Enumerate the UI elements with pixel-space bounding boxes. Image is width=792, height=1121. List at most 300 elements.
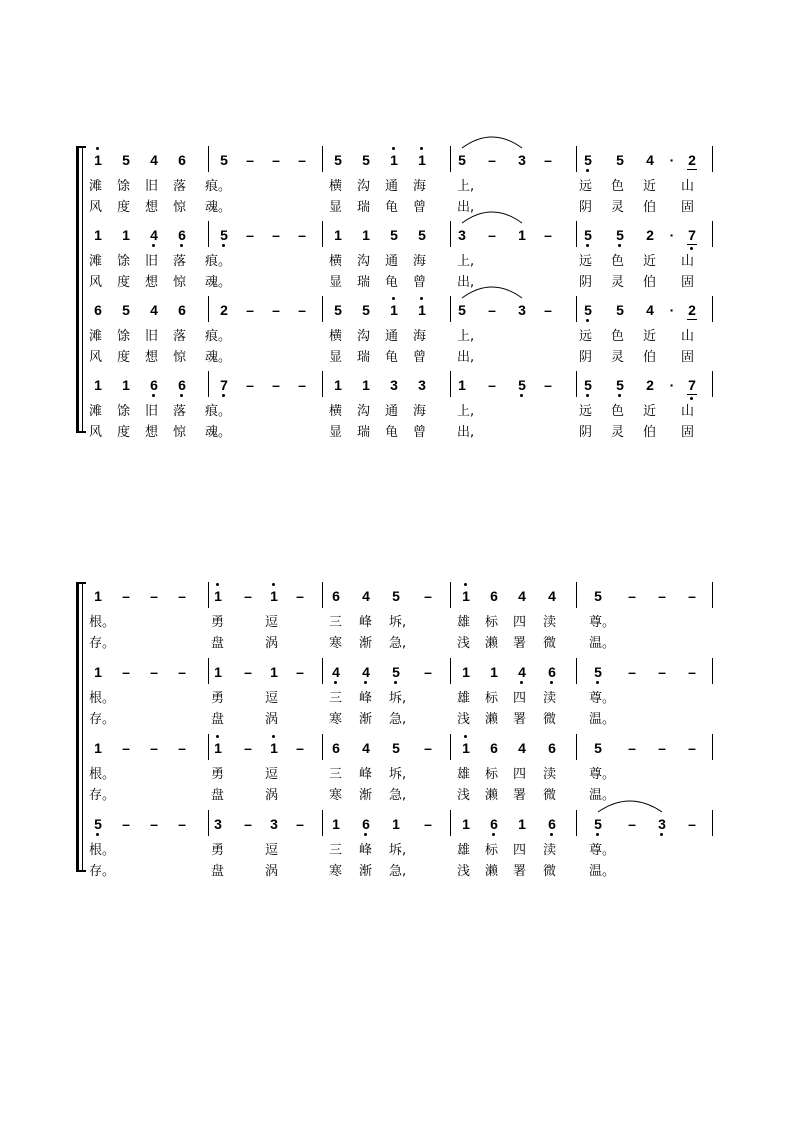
jianpu-note	[118, 227, 134, 243]
note-digit: 1	[362, 227, 370, 243]
jianpu-note	[90, 152, 106, 168]
note-digit: 1	[94, 664, 102, 680]
note-digit: 5	[584, 377, 592, 393]
lyric-syllable: 近	[643, 254, 657, 269]
note-digit: –	[150, 816, 158, 832]
lyric-syllable: 曾	[413, 425, 427, 440]
lyric-syllable: 横	[329, 404, 343, 419]
lyric-syllable: 阴	[579, 350, 593, 365]
note-digit: –	[488, 227, 496, 243]
lyric-syllable: 逗	[265, 691, 279, 706]
lyric-syllable: 逗	[265, 843, 279, 858]
octave-dot-below	[222, 394, 225, 397]
note-digit: –	[298, 302, 306, 318]
jianpu-note	[242, 377, 258, 393]
system-bracket	[76, 584, 79, 870]
jianpu-note	[174, 816, 190, 832]
lyric-syllable: 出,	[457, 350, 475, 365]
jianpu-note	[580, 227, 596, 243]
jianpu-note	[358, 740, 374, 756]
note-digit: 5	[594, 816, 602, 832]
jianpu-note	[268, 152, 284, 168]
note-digit: 1	[94, 740, 102, 756]
note-digit: 6	[490, 816, 498, 832]
lyric-syllable: 想	[145, 275, 159, 290]
lyric-syllable: 出,	[457, 275, 475, 290]
barline	[208, 658, 209, 684]
lyric-syllable: 逗	[265, 615, 279, 630]
jianpu-note	[544, 664, 560, 680]
jianpu-note	[590, 740, 606, 756]
lyric-syllable: 标	[485, 615, 499, 630]
note-digit: ·	[669, 377, 675, 393]
note-digit: 5	[616, 227, 624, 243]
lyric-syllable: 龟	[385, 350, 399, 365]
jianpu-note	[240, 816, 256, 832]
barline	[712, 146, 713, 172]
barline	[450, 810, 451, 836]
jianpu-note	[580, 302, 596, 318]
lyric-syllable: 上,	[457, 254, 475, 269]
lyric-syllable: 滩	[89, 329, 103, 344]
note-digit: 5	[392, 740, 400, 756]
note-digit: 5	[458, 302, 466, 318]
note-digit: –	[424, 740, 432, 756]
jianpu-note	[266, 740, 282, 756]
octave-dot-below	[520, 681, 523, 684]
jianpu-note	[268, 302, 284, 318]
lyric-syllable: 标	[485, 843, 499, 858]
note-digit: 4	[150, 152, 158, 168]
lyric-syllable: 渎	[543, 843, 557, 858]
jianpu-note	[388, 740, 404, 756]
jianpu-note	[590, 588, 606, 604]
lyric-syllable: 勇	[211, 843, 225, 858]
note-digit: 5	[362, 152, 370, 168]
lyric-syllable: 旧	[145, 179, 159, 194]
lyric-syllable: 海	[413, 179, 427, 194]
lyric-syllable: 署	[513, 788, 527, 803]
note-digit: 1	[214, 740, 222, 756]
note-digit: –	[244, 816, 252, 832]
jianpu-note	[146, 664, 162, 680]
lyric-syllable: 色	[611, 254, 625, 269]
lyric-syllable: 坼,	[389, 843, 407, 858]
note-digit: –	[178, 816, 186, 832]
note-digit: 5	[584, 227, 592, 243]
lyric-syllable: 根。	[89, 691, 116, 706]
lyric-syllable: 渐	[359, 636, 373, 651]
note-digit: –	[122, 740, 130, 756]
jianpu-note	[624, 816, 640, 832]
note-digit: –	[688, 664, 696, 680]
lyric-syllable: 渐	[359, 864, 373, 879]
jianpu-note	[642, 302, 658, 318]
lyric-syllable: 四	[513, 691, 527, 706]
lyric-syllable: 固	[681, 200, 695, 215]
barline	[450, 146, 451, 172]
lyric-syllable: 阴	[579, 425, 593, 440]
note-digit: –	[628, 816, 636, 832]
jianpu-note	[146, 152, 162, 168]
note-digit: –	[544, 302, 552, 318]
note-digit: 4	[150, 227, 158, 243]
note-digit: –	[178, 740, 186, 756]
jianpu-note	[292, 740, 308, 756]
octave-dot-above	[464, 583, 467, 586]
lyric-syllable: 濑	[485, 712, 499, 727]
note-digit: 1	[94, 152, 102, 168]
jianpu-note	[118, 302, 134, 318]
jianpu-note	[420, 588, 436, 604]
jianpu-note	[454, 377, 470, 393]
lyric-syllable: 四	[513, 615, 527, 630]
jianpu-note	[514, 664, 530, 680]
lyric-syllable: 上,	[457, 329, 475, 344]
octave-dot-below	[394, 681, 397, 684]
note-digit: 1	[214, 588, 222, 604]
jianpu-note	[240, 664, 256, 680]
note-digit: 1	[518, 816, 526, 832]
lyric-syllable: 雄	[457, 767, 471, 782]
lyric-syllable: 想	[145, 200, 159, 215]
lyric-syllable: 山	[681, 179, 695, 194]
jianpu-note	[642, 227, 658, 243]
lyric-syllable: 落	[173, 404, 187, 419]
lyric-syllable: 度	[117, 425, 131, 440]
note-digit: ·	[669, 227, 675, 243]
note-digit: 3	[658, 816, 666, 832]
jianpu-note	[294, 227, 310, 243]
lyric-syllable: 寒	[329, 788, 343, 803]
note-digit: 1	[332, 816, 340, 832]
barline	[208, 734, 209, 760]
lyric-syllable: 色	[611, 404, 625, 419]
barline	[576, 734, 577, 760]
lyric-syllable: 署	[513, 712, 527, 727]
note-digit: 5	[122, 302, 130, 318]
note-digit: 5	[594, 664, 602, 680]
jianpu-note	[612, 377, 628, 393]
lyric-syllable: 三	[329, 767, 343, 782]
lyric-syllable: 坼,	[389, 767, 407, 782]
note-digit: –	[298, 227, 306, 243]
jianpu-note	[684, 152, 700, 168]
note-digit: 5	[390, 227, 398, 243]
jianpu-note	[624, 740, 640, 756]
lyric-syllable: 显	[329, 425, 343, 440]
eighth-underline	[687, 169, 697, 170]
jianpu-note	[328, 664, 344, 680]
lyric-syllable: 浅	[457, 788, 471, 803]
lyric-syllable: 曾	[413, 350, 427, 365]
jianpu-note	[242, 152, 258, 168]
lyric-syllable: 风	[89, 200, 103, 215]
lyric-syllable: 近	[643, 329, 657, 344]
jianpu-note	[266, 588, 282, 604]
octave-dot-below	[520, 394, 523, 397]
jianpu-note	[358, 588, 374, 604]
jianpu-note	[386, 377, 402, 393]
note-digit: 6	[548, 816, 556, 832]
lyric-syllable: 痕。	[205, 329, 232, 344]
lyric-syllable: 濑	[485, 788, 499, 803]
lyric-syllable: 寒	[329, 864, 343, 879]
note-digit: 5	[594, 740, 602, 756]
lyric-syllable: 尊。	[589, 615, 616, 630]
jianpu-note	[684, 740, 700, 756]
octave-dot-above	[392, 297, 395, 300]
lyric-syllable: 浅	[457, 712, 471, 727]
lyric-syllable: 涡	[265, 788, 279, 803]
note-digit: –	[688, 816, 696, 832]
note-digit: 4	[646, 152, 654, 168]
eighth-underline	[687, 394, 697, 395]
jianpu-note	[292, 816, 308, 832]
barline	[322, 658, 323, 684]
note-digit: 2	[688, 152, 696, 168]
note-digit: 5	[418, 227, 426, 243]
note-digit: 5	[334, 302, 342, 318]
lyric-syllable: 急,	[389, 712, 407, 727]
lyric-syllable: 温。	[589, 712, 616, 727]
barline	[322, 221, 323, 247]
jianpu-note	[294, 302, 310, 318]
note-digit: 4	[150, 302, 158, 318]
note-digit: 4	[518, 664, 526, 680]
note-digit: 1	[270, 740, 278, 756]
note-digit: 1	[392, 816, 400, 832]
jianpu-note	[664, 152, 680, 168]
lyric-syllable: 滩	[89, 404, 103, 419]
jianpu-note	[612, 302, 628, 318]
note-digit: 1	[334, 227, 342, 243]
lyric-syllable: 急,	[389, 636, 407, 651]
lyric-syllable: 三	[329, 843, 343, 858]
lyric-syllable: 龟	[385, 425, 399, 440]
lyric-syllable: 旧	[145, 329, 159, 344]
jianpu-note	[654, 816, 670, 832]
jianpu-note	[210, 664, 226, 680]
note-digit: –	[658, 740, 666, 756]
note-digit: 7	[688, 227, 696, 243]
note-digit: 4	[362, 664, 370, 680]
note-digit: –	[658, 664, 666, 680]
note-digit: –	[628, 740, 636, 756]
octave-dot-below	[222, 244, 225, 247]
octave-dot-above	[420, 297, 423, 300]
jianpu-note	[358, 377, 374, 393]
lyric-syllable: 温。	[589, 788, 616, 803]
note-digit: –	[488, 152, 496, 168]
note-digit: 1	[270, 588, 278, 604]
lyric-syllable: 尊。	[589, 843, 616, 858]
note-digit: 1	[462, 816, 470, 832]
octave-dot-below	[180, 394, 183, 397]
note-digit: 3	[518, 152, 526, 168]
note-digit: 5	[518, 377, 526, 393]
note-digit: 1	[462, 664, 470, 680]
jianpu-note	[118, 816, 134, 832]
lyric-syllable: 横	[329, 179, 343, 194]
note-digit: 5	[616, 152, 624, 168]
jianpu-note	[242, 227, 258, 243]
jianpu-note	[484, 227, 500, 243]
barline	[450, 296, 451, 322]
eighth-underline	[687, 319, 697, 320]
note-digit: 5	[94, 816, 102, 832]
lyric-syllable: 沟	[357, 329, 371, 344]
lyric-syllable: 上,	[457, 179, 475, 194]
note-digit: 7	[220, 377, 228, 393]
note-digit: –	[628, 588, 636, 604]
lyric-syllable: 色	[611, 179, 625, 194]
barline	[712, 582, 713, 608]
note-digit: –	[150, 588, 158, 604]
jianpu-note	[642, 152, 658, 168]
lyric-syllable: 坼,	[389, 691, 407, 706]
lyric-syllable: 龟	[385, 200, 399, 215]
barline	[450, 582, 451, 608]
lyric-syllable: 勇	[211, 691, 225, 706]
jianpu-note	[328, 588, 344, 604]
barline	[712, 221, 713, 247]
jianpu-note	[684, 816, 700, 832]
lyric-syllable: 尊。	[589, 691, 616, 706]
lyric-syllable: 风	[89, 275, 103, 290]
lyric-syllable: 山	[681, 404, 695, 419]
octave-dot-above	[420, 147, 423, 150]
jianpu-note	[388, 588, 404, 604]
octave-dot-below	[550, 681, 553, 684]
octave-dot-below	[690, 397, 693, 400]
note-digit: 5	[458, 152, 466, 168]
note-digit: –	[658, 588, 666, 604]
note-digit: –	[688, 588, 696, 604]
jianpu-note	[654, 588, 670, 604]
note-digit: –	[424, 664, 432, 680]
jianpu-note	[118, 740, 134, 756]
lyric-syllable: 温。	[589, 636, 616, 651]
bracket-cap-bottom	[76, 431, 86, 433]
octave-dot-below	[586, 169, 589, 172]
note-digit: 5	[122, 152, 130, 168]
note-digit: 3	[214, 816, 222, 832]
octave-dot-below	[690, 247, 693, 250]
jianpu-note	[664, 302, 680, 318]
bracket-cap-bottom	[76, 870, 86, 872]
note-digit: 2	[220, 302, 228, 318]
jianpu-note	[242, 302, 258, 318]
note-digit: 6	[490, 740, 498, 756]
lyric-syllable: 雄	[457, 843, 471, 858]
jianpu-note	[514, 152, 530, 168]
note-digit: 1	[390, 152, 398, 168]
note-digit: 6	[178, 227, 186, 243]
note-digit: 6	[178, 302, 186, 318]
jianpu-note	[216, 227, 232, 243]
jianpu-note	[590, 816, 606, 832]
jianpu-note	[454, 227, 470, 243]
barline	[208, 296, 209, 322]
note-digit: 1	[490, 664, 498, 680]
note-digit: –	[688, 740, 696, 756]
lyric-syllable: 固	[681, 425, 695, 440]
note-digit: ·	[669, 302, 675, 318]
lyric-syllable: 盘	[211, 864, 225, 879]
lyric-syllable: 固	[681, 350, 695, 365]
lyric-syllable: 涡	[265, 864, 279, 879]
jianpu-note	[330, 227, 346, 243]
lyric-syllable: 馀	[117, 404, 131, 419]
jianpu-note	[624, 588, 640, 604]
note-digit: –	[272, 152, 280, 168]
note-digit: –	[298, 152, 306, 168]
jianpu-note	[240, 740, 256, 756]
note-digit: –	[488, 377, 496, 393]
lyric-syllable: 魂。	[205, 275, 232, 290]
jianpu-note	[386, 227, 402, 243]
lyric-syllable: 灵	[611, 350, 625, 365]
lyric-syllable: 痕。	[205, 179, 232, 194]
note-digit: –	[272, 227, 280, 243]
jianpu-note	[420, 664, 436, 680]
lyric-syllable: 通	[385, 254, 399, 269]
lyric-syllable: 显	[329, 350, 343, 365]
lyric-syllable: 沟	[357, 404, 371, 419]
note-digit: 1	[214, 664, 222, 680]
jianpu-note	[174, 740, 190, 756]
note-digit: 4	[646, 302, 654, 318]
jianpu-note	[358, 302, 374, 318]
note-digit: –	[178, 664, 186, 680]
jianpu-note	[294, 377, 310, 393]
jianpu-note	[514, 588, 530, 604]
lyric-syllable: 山	[681, 254, 695, 269]
lyric-syllable: 盘	[211, 712, 225, 727]
note-digit: 6	[332, 588, 340, 604]
lyric-syllable: 存。	[89, 712, 116, 727]
jianpu-note	[684, 302, 700, 318]
jianpu-note	[486, 664, 502, 680]
lyric-syllable: 瑞	[357, 200, 371, 215]
lyric-syllable: 近	[643, 404, 657, 419]
lyric-syllable: 勇	[211, 615, 225, 630]
lyric-syllable: 瑞	[357, 350, 371, 365]
lyric-syllable: 落	[173, 179, 187, 194]
jianpu-note	[484, 152, 500, 168]
note-digit: –	[122, 664, 130, 680]
lyric-syllable: 龟	[385, 275, 399, 290]
lyric-syllable: 横	[329, 254, 343, 269]
jianpu-note	[664, 227, 680, 243]
jianpu-note	[514, 816, 530, 832]
jianpu-note	[540, 377, 556, 393]
lyric-syllable: 近	[643, 179, 657, 194]
jianpu-note	[684, 588, 700, 604]
jianpu-note	[454, 302, 470, 318]
lyric-syllable: 惊	[173, 275, 187, 290]
lyric-syllable: 远	[579, 254, 593, 269]
note-digit: –	[244, 740, 252, 756]
barline	[322, 296, 323, 322]
note-digit: 6	[362, 816, 370, 832]
lyric-syllable: 瑞	[357, 425, 371, 440]
jianpu-note	[268, 227, 284, 243]
lyric-syllable: 寒	[329, 712, 343, 727]
jianpu-note	[612, 152, 628, 168]
jianpu-note	[544, 816, 560, 832]
